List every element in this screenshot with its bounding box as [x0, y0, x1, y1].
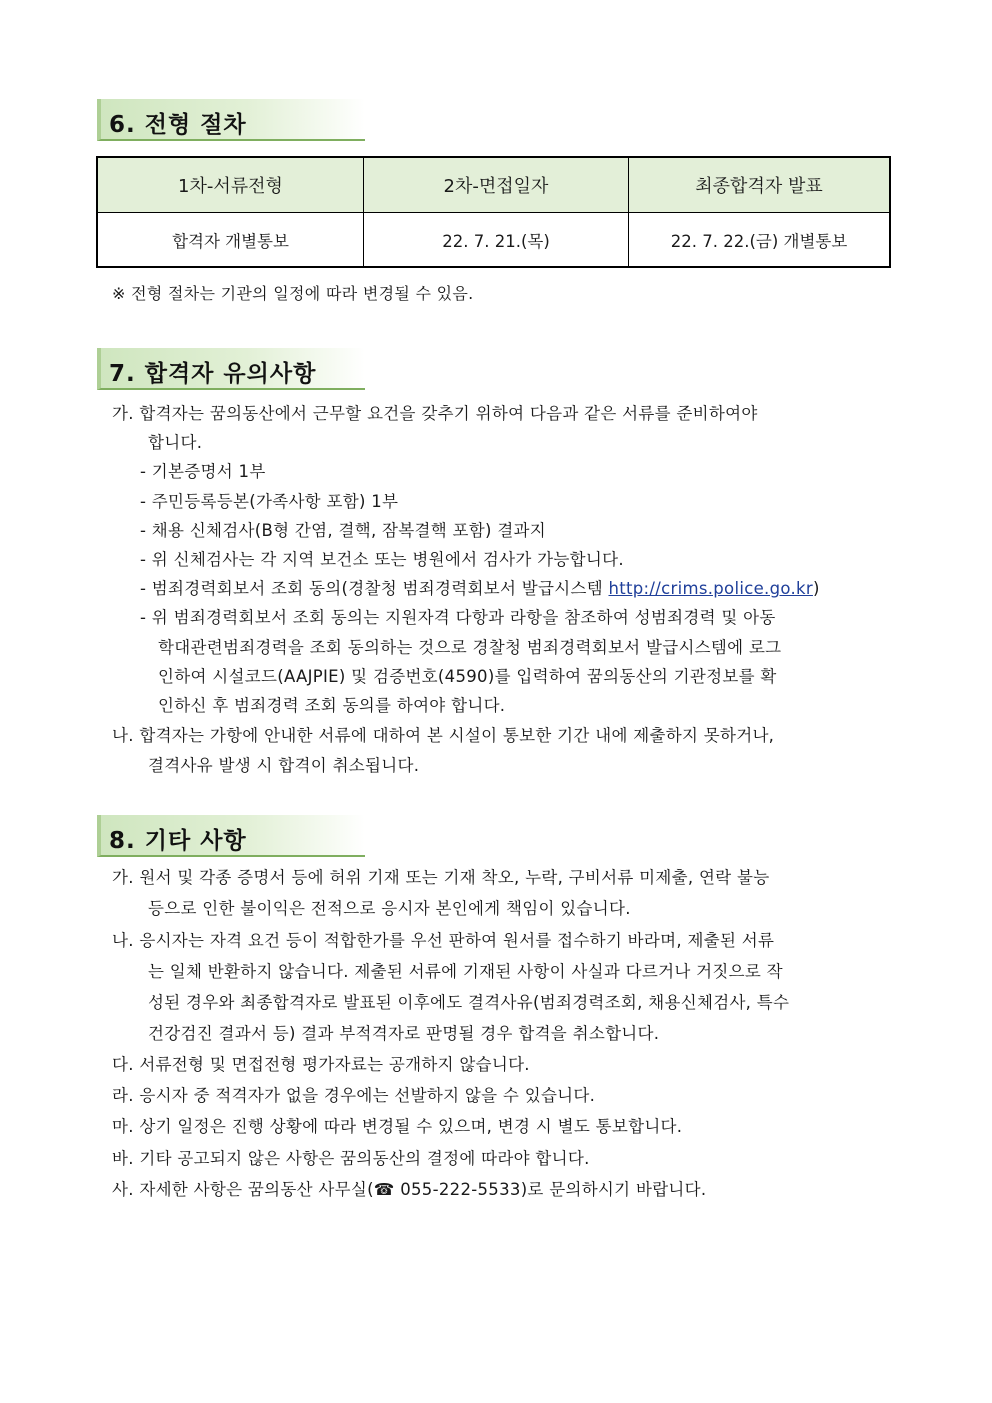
table-cell: 합격자 개별통보: [97, 213, 364, 268]
s7-item-ga-cont: 합니다.: [148, 433, 203, 452]
s7-bullet-close: ): [812, 579, 820, 598]
s7-bullet: - 주민등록등본(가족사항 포함) 1부: [140, 492, 399, 511]
s8-item-ra: 라. 응시자 중 적격자가 없을 경우에는 선발하지 않을 수 있습니다.: [112, 1086, 596, 1105]
crims-link[interactable]: http://crims.police.go.kr: [608, 579, 813, 598]
s7-item-na: 나. 합격자는 가항에 안내한 서류에 대하여 본 시설이 통보한 기간 내에 제출하지 못하거나,: [112, 726, 775, 745]
s7-bullet: - 위 범죄경력회보서 조회 동의는 지원자격 다항과 라항을 참조하여 성범죄경력 및 아동: [140, 608, 776, 627]
s8-item-na-cont: 성된 경우와 최종합격자로 발표된 이후에도 결격사유(범죄경력조회, 채용신체검사, 특수: [148, 993, 790, 1012]
s7-bullet-text: - 범죄경력회보서 조회 동의(경찰청 범죄경력회보서 발급시스템: [140, 579, 609, 598]
s7-bullet: - 채용 신체검사(B형 간염, 결핵, 잠복결핵 포함) 결과지: [140, 521, 547, 540]
table-cell: 22. 7. 22.(금) 개별통보: [629, 213, 891, 268]
section-8-title: 8. 기타 사항: [109, 828, 247, 854]
s8-item-ga: 가. 원서 및 각종 증명서 등에 허위 기재 또는 기재 착오, 누락, 구비서류 미제출, 연락 불능: [112, 868, 770, 887]
s8-item-ma: 마. 상기 일정은 진행 상황에 따라 변경될 수 있으며, 변경 시 별도 통보합니다.: [112, 1117, 683, 1136]
s8-item-na-cont: 는 일체 반환하지 않습니다. 제출된 서류에 기재된 사항이 사실과 다르거나 거짓으로 작: [148, 962, 783, 981]
s8-item-ba: 바. 기타 공고되지 않은 사항은 꿈의동산의 결정에 따라야 합니다.: [112, 1149, 590, 1168]
table-row: [97, 213, 890, 268]
section-7-header: [97, 348, 365, 390]
section-6-header: [97, 99, 365, 141]
schedule-note: ※ 전형 절차는 기관의 일정에 따라 변경될 수 있음.: [112, 284, 474, 303]
s7-bullet: - 위 신체검사는 각 지역 보건소 또는 병원에서 검사가 가능합니다.: [140, 550, 624, 569]
s8-item-da: 다. 서류전형 및 면접전형 평가자료는 공개하지 않습니다.: [112, 1055, 530, 1074]
s7-bullet-cont: 인하여 시설코드(AAJPIE) 및 검증번호(4590)를 입력하여 꿈의동산의 기관정보를 확: [158, 667, 777, 686]
s7-bullet-cont: 인하신 후 범죄경력 조회 동의를 하여야 합니다.: [158, 696, 506, 715]
s7-item-na-cont: 결격사유 발생 시 합격이 취소됩니다.: [148, 756, 420, 775]
section-7-title: 7. 합격자 유의사항: [109, 361, 317, 387]
table-cell: 22. 7. 21.(목): [364, 213, 629, 268]
s8-item-na-cont: 건강검진 결과서 등) 결과 부적격자로 판명될 경우 합격을 취소합니다.: [148, 1024, 660, 1043]
s7-bullet: - 기본증명서 1부: [140, 462, 266, 481]
s8-item-na: 나. 응시자는 자격 요건 등이 적합한가를 우선 판하여 원서를 접수하기 바라며, 제출된 서류: [112, 931, 775, 950]
s7-bullet-cont: 학대관련범죄경력을 조회 동의하는 것으로 경찰청 범죄경력회보서 발급시스템에 로그: [158, 638, 782, 657]
s8-item-sa: 사. 자세한 사항은 꿈의동산 사무실(☎ 055-222-5533)로 문의하시기 바랍니다.: [112, 1180, 707, 1199]
s7-item-ga: 가. 합격자는 꿈의동산에서 근무할 요건을 갖추기 위하여 다음과 같은 서류를 준비하여야: [112, 404, 758, 423]
s8-item-ga-cont: 등으로 인한 불이익은 전적으로 응시자 본인에게 책임이 있습니다.: [148, 899, 631, 918]
table-header: 2차-면접일자: [364, 157, 629, 213]
s7-bullet-crims: [140, 578, 820, 600]
table-header: 1차-서류전형: [97, 157, 364, 213]
section-8-header: [97, 815, 365, 857]
table-header-row: [97, 157, 890, 213]
table-header: 최종합격자 발표: [629, 157, 891, 213]
schedule-table: [96, 156, 891, 268]
section-6-title: 6. 전형 절차: [109, 112, 247, 138]
